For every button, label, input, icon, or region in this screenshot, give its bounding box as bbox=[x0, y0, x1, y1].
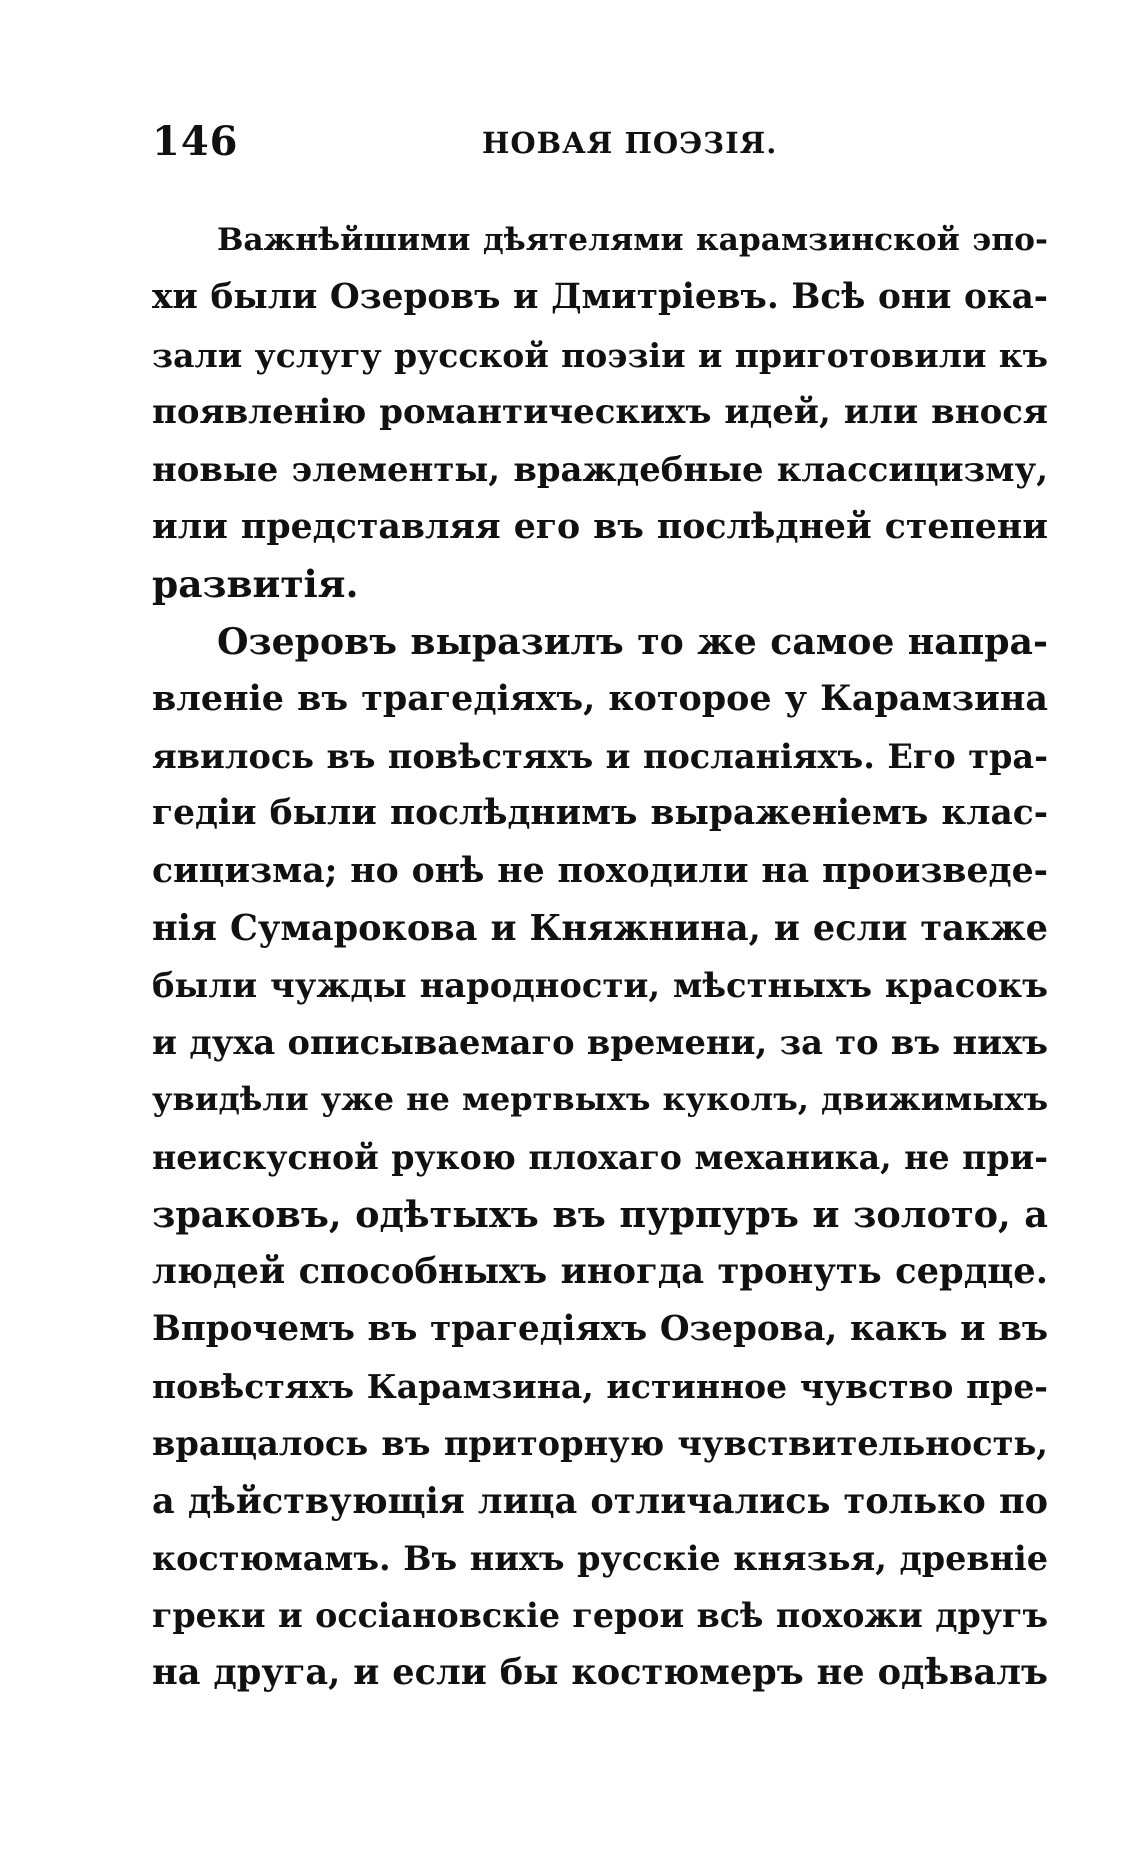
paragraph-1 bbox=[152, 212, 1048, 613]
text-line: людей способныхъ иногда тронуть сердце. bbox=[152, 1251, 1048, 1293]
text-line: вленіе въ трагедіяхъ, которое у Карамзина bbox=[152, 678, 1048, 720]
running-head: НОВАЯ ПОЭЗІЯ. bbox=[482, 126, 778, 160]
text-line: греки и оссіановскіе герои всѣ похожи другъ bbox=[152, 1596, 1048, 1636]
text-line: хи были Озеровъ и Дмитріевъ. Всѣ они ока- bbox=[152, 277, 1048, 318]
text-line: Важнѣйшими дѣятелями карамзинской эпо- bbox=[217, 222, 1048, 258]
text-line: развитія. bbox=[152, 561, 359, 606]
text-line: и духа описываемаго времени, за то въ нихъ bbox=[152, 1022, 1048, 1063]
page-header bbox=[152, 118, 1048, 168]
text-line: повѣстяхъ Карамзина, истинное чувство пре- bbox=[152, 1366, 1048, 1406]
text-line: а дѣйствующія лица отличались только по bbox=[152, 1480, 1048, 1522]
text-line: неискусной рукою плохаго механика, не при- bbox=[152, 1137, 1048, 1177]
body-text bbox=[152, 212, 1048, 1702]
paragraph-2 bbox=[152, 613, 1048, 1702]
text-line: Впрочемъ въ трагедіяхъ Озерова, какъ и въ bbox=[152, 1308, 1048, 1349]
text-line: вращалось въ приторную чувствительность, bbox=[152, 1423, 1048, 1464]
text-line: явилось въ повѣстяхъ и посланіяхъ. Его тра- bbox=[152, 736, 1048, 776]
text-line: были чужды народности, мѣстныхъ красокъ bbox=[152, 964, 1048, 1005]
text-line: нія Сумарокова и Княжнина, и если также bbox=[152, 907, 1048, 949]
text-line: увидѣли уже не мертвыхъ куколъ, движимыхъ bbox=[152, 1080, 1048, 1119]
text-line: гедіи были послѣднимъ выраженіемъ клас- bbox=[152, 792, 1048, 833]
page-number: 146 bbox=[152, 118, 239, 165]
text-line: новые элементы, враждебные классицизму, bbox=[152, 449, 1048, 490]
text-line: зали услугу русской поэзіи и приготовили къ bbox=[152, 335, 1048, 375]
text-line: на друга, и если бы костюмеръ не одѣвалъ bbox=[152, 1652, 1048, 1694]
text-line: костюмамъ. Въ нихъ русскіе князья, древніе bbox=[152, 1538, 1048, 1578]
text-line: появленію романтическихъ идей, или внося bbox=[152, 391, 1048, 432]
text-line: или представляя его въ послѣдней степени bbox=[152, 506, 1048, 548]
text-line: зраковъ, одѣтыхъ въ пурпуръ и золото, а bbox=[152, 1193, 1048, 1237]
text-line: Озеровъ выразилъ то же самое напра- bbox=[217, 620, 1048, 664]
text-line: сицизма; но онѣ не походили на произведе- bbox=[152, 850, 1048, 892]
